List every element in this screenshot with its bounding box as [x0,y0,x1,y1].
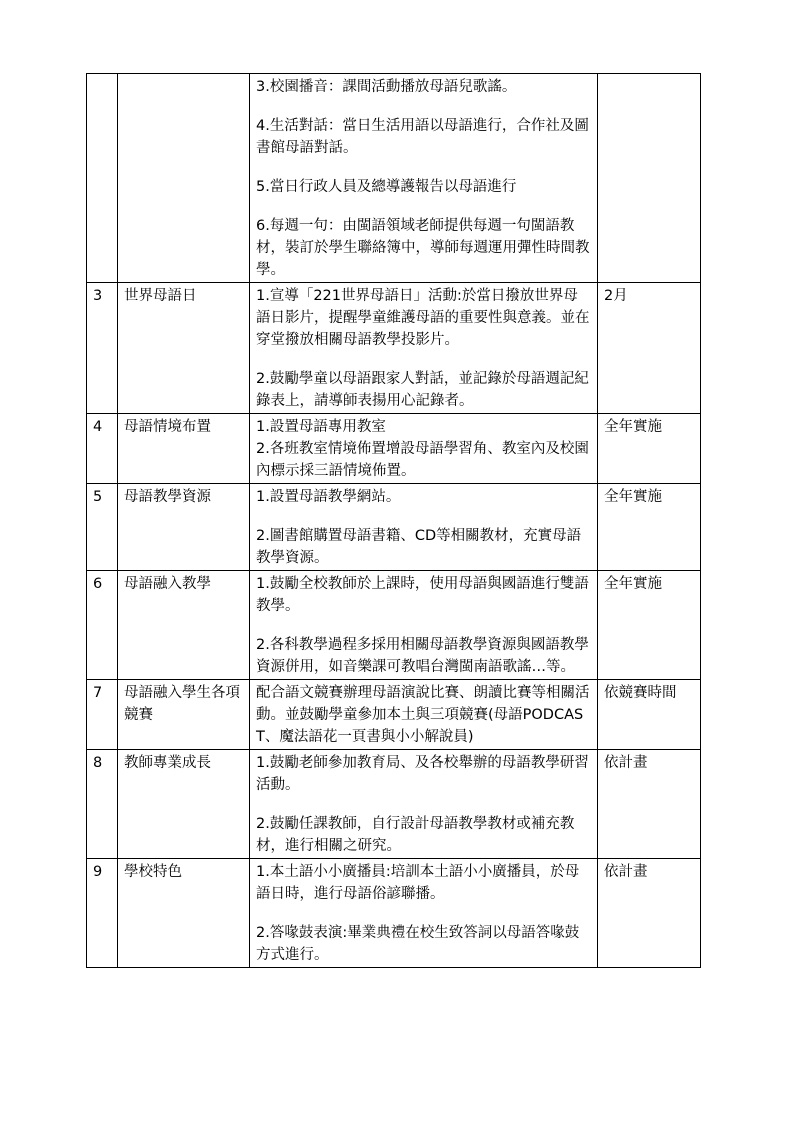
activity-time: 全年實施 [598,414,701,484]
activity-time: 依計畫 [598,859,701,968]
activity-content [250,283,598,414]
content-paragraph: 1.設置母語教學網站。 [256,489,401,505]
row-number: 9 [87,859,118,968]
content-paragraph: 2.鼓勵任課教師，自行設計母語教學教材或補充教材，進行相關之研究。 [256,816,575,854]
activity-item [118,74,250,283]
activity-content [250,414,598,484]
row-number: 6 [87,571,118,680]
content-paragraph: 2.答喙鼓表演:畢業典禮在校生致答詞以母語答喙鼓方式進行。 [256,925,580,963]
paragraph-gap [256,351,591,368]
content-paragraph: 4.生活對話：當日生活用語以母語進行，合作社及圖書館母語對話。 [256,118,589,156]
paragraph-gap [256,508,591,525]
content-paragraph: 配合語文競賽辦理母語演說比賽、朗讀比賽等相關活動。並鼓勵學童參加本土與三項競賽(母語PODCAST、魔法語花一頁書與小小解說員) [256,685,590,745]
content-paragraph: 6.每週一句：由閩語領域老師提供每週一句閩語教材，裝訂於學生聯絡簿中，導師每週運用彈性時間教學。 [256,218,590,278]
activity-content [250,571,598,680]
activity-content [250,859,598,968]
content-paragraph: 3.校園播音：課間活動播放母語兒歌謠。 [256,79,517,95]
paragraph-gap [256,98,591,115]
table-row [87,74,701,283]
activity-item: 母語融入教學 [118,571,250,680]
activity-item: 母語教學資源 [118,484,250,571]
content-paragraph: 2.鼓勵學童以母語跟家人對話，並記錄於母語週記紀錄表上，請導師表揚用心記錄者。 [256,371,589,409]
row-number [87,74,118,283]
table-row [87,859,701,968]
content-paragraph: 1.鼓勵老師參加教育局、及各校舉辦的母語教學研習活動。 [256,755,589,793]
activity-time: 全年實施 [598,571,701,680]
activity-time [598,74,701,283]
content-paragraph: 2.各班教室情境佈置增設母語學習角、教室內及校園內標示採三語情境佈置。 [256,441,589,479]
activity-content [250,680,598,750]
paragraph-gap [256,159,591,176]
paragraph-gap [256,198,591,215]
table-row [87,750,701,859]
activity-time: 2月 [598,283,701,414]
activity-time: 依計畫 [598,750,701,859]
paragraph-gap [256,905,591,922]
table-row [87,283,701,414]
activity-item: 母語情境布置 [118,414,250,484]
activity-content [250,750,598,859]
activity-item: 學校特色 [118,859,250,968]
row-number: 4 [87,414,118,484]
table-row [87,571,701,680]
row-number: 5 [87,484,118,571]
table-row [87,680,701,750]
activity-time: 依競賽時間 [598,680,701,750]
activity-item: 教師專業成長 [118,750,250,859]
content-paragraph: 2.圖書館購置母語書籍、CD等相關教材，充實母語教學資源。 [256,528,582,566]
content-paragraph: 1.本土語小小廣播員:培訓本土語小小廣播員，於母語日時，進行母語俗諺聯播。 [256,864,580,902]
activity-item: 母語融入學生各項競賽 [118,680,250,750]
activity-content [250,484,598,571]
content-paragraph: 2.各科教學過程多採用相關母語教學資源與國語教學資源併用，如音樂課可教唱台灣閩南語歌謠…等。 [256,637,589,675]
content-paragraph: 1.設置母語專用教室 [256,419,386,435]
row-number: 3 [87,283,118,414]
content-paragraph: 1.鼓勵全校教師於上課時，使用母語與國語進行雙語教學。 [256,576,589,614]
activity-table [86,73,701,968]
content-paragraph: 1.宣導「221世界母語日」活動:於當日撥放世界母語日影片，提醒學童維護母語的重要性與意義。並在穿堂撥放相關母語教學投影片。 [256,288,590,348]
paragraph-gap [256,796,591,813]
row-number: 7 [87,680,118,750]
table-row [87,484,701,571]
content-paragraph: 5.當日行政人員及總導護報告以母語進行 [256,179,517,195]
table-row [87,414,701,484]
activity-content [250,74,598,283]
activity-table-body [87,74,701,968]
row-number: 8 [87,750,118,859]
activity-time: 全年實施 [598,484,701,571]
paragraph-gap [256,617,591,634]
activity-item: 世界母語日 [118,283,250,414]
